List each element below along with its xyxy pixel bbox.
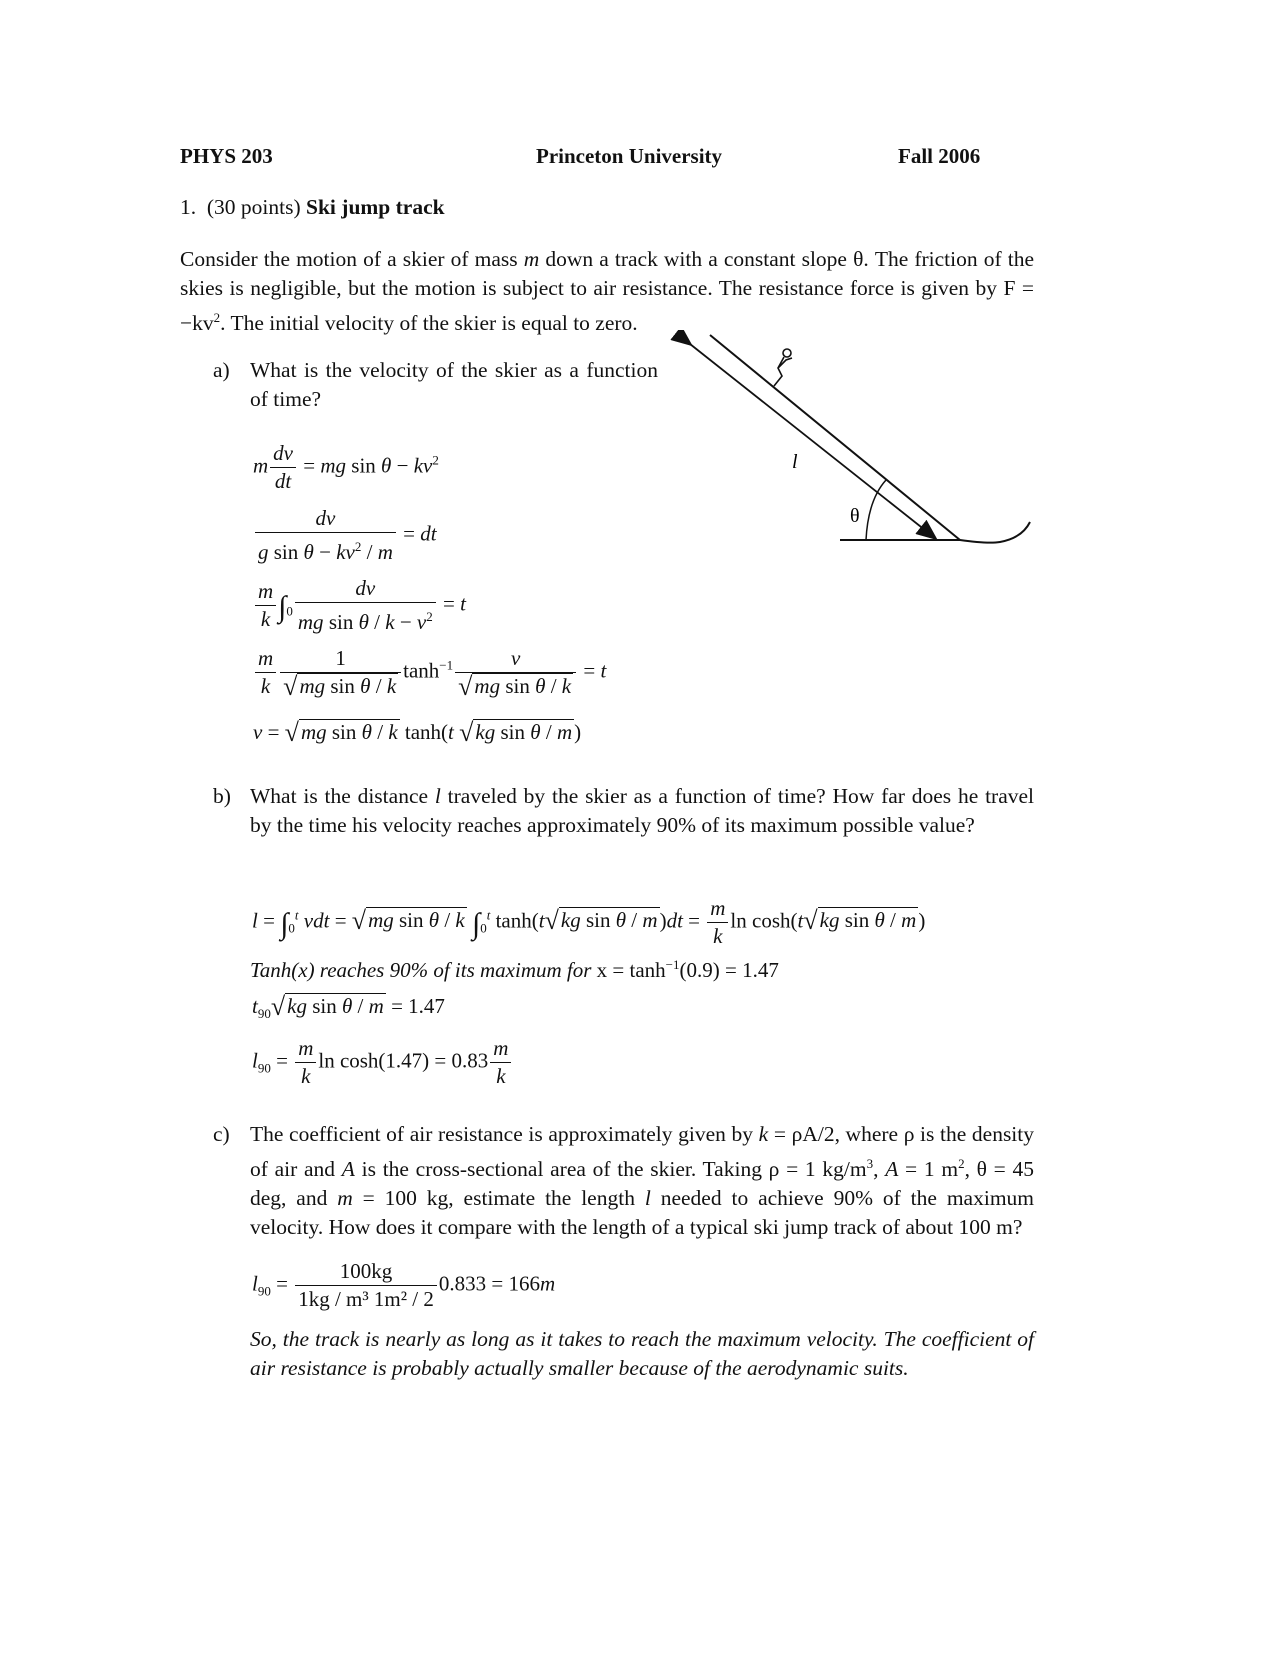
problem-points: (30 points) (206, 195, 301, 219)
part-b-text-2: traveled by the skier as a function of time? How far does he travel by the time his velocity reaches approximately 90% of its maximum possible value? (250, 784, 1035, 837)
equation-atanh: $\frac{m}{k}$ $\frac{1}{\text{√mg sin θ / k}}$ $\tanh^{-1}$ $\frac{v}{\text{√mg sin θ / k}}$ = t (253, 645, 606, 700)
problem-intro (180, 245, 1034, 338)
eq-denominator: 1kg / m³ 1m² / 2 (298, 1287, 434, 1311)
intro-text: Consider the motion of a skier of mass (180, 247, 518, 271)
problem-title: Ski jump track (306, 195, 445, 219)
equation-velocity: v = √mg sin θ / k tanh(t √kg sin θ / m) (253, 718, 582, 747)
length-arrow (690, 344, 935, 538)
intro-text-3: . The initial velocity of the skier is equal to zero. (220, 311, 638, 336)
length-label: l (792, 451, 798, 473)
eq-result: 0.833 = 166 (438, 1271, 540, 1296)
problem-heading (180, 195, 445, 220)
l90-value: ln cosh(1.47) = 0.83 (318, 1048, 489, 1073)
part-c-text-6: = 100 kg, estimate the length (362, 1186, 635, 1211)
equation-t90: $t_{90}√kg$ sin θ / m = 1.47 (252, 992, 445, 1022)
part-c-text-2: = ρA/2, where ρ is the density of air and (250, 1122, 1035, 1182)
tanh-note: Tanh(x) reaches 90% of its maximum for $x = \tanh^{-1}(0.9) = 1.47$ (250, 957, 779, 982)
university-name: Princeton University (536, 144, 723, 168)
skier-figure (774, 349, 792, 386)
x-equation: x = tanh (596, 958, 666, 982)
part-a-label: a) (213, 358, 230, 382)
equation-newton: m $\frac{dv}{dt}$ = mg $\sin \theta - kv^2$ (253, 441, 439, 493)
part-b-text: What is the distance (250, 784, 429, 808)
part-c-text-7: needed to achieve 90% of the maximum velocity. How does it compare with the length of a typical ski jump track of about 100 m? (250, 1186, 1035, 1240)
problem-number: 1. (180, 195, 197, 219)
landing-curve (960, 522, 1030, 543)
part-c-text-3: is the cross-sectional area of the skier. Taking ρ = 1 kg/m (361, 1157, 867, 1182)
part-c-label: c) (213, 1122, 230, 1146)
equation-separated: $\frac{dv}{g \sin \theta - kv^2 / m}$ = dt (253, 505, 437, 566)
part-b-label: b) (213, 784, 231, 808)
part-b-question (250, 782, 1034, 840)
eq-numerator: 100kg (295, 1258, 437, 1286)
equation-l90-numeric: $l_{90}$ = $\frac{100kg}{\text{1kg / m³ 1m² / 2}}$ 0.833 = 166m (252, 1259, 556, 1311)
intro-text-2: down a track with a constant slope θ. The friction of the skies is negligible, but the motion is subject to air resistance. The resistance force is given by F = −kv (180, 247, 1034, 336)
equation-l90: $l_{90}$ = $\frac{m}{k}$ ln cosh(1.47) = 0.83 $\frac{m}{k}$ (252, 1035, 513, 1090)
exponent: 2 (213, 310, 221, 325)
part-c-text-1: The coefficient of air resistance is approximately given by (250, 1122, 754, 1146)
ski-slope-diagram (670, 330, 1040, 550)
term: Fall 2006 (898, 144, 981, 168)
part-c-text-4: = 1 m (905, 1157, 959, 1182)
t90-value: = 1.47 (391, 994, 445, 1018)
angle-arc (866, 480, 886, 540)
tanh-note-text: Tanh(x) reaches 90% of its maximum for (250, 958, 592, 982)
part-c-question: The coefficient of air resistance is approximately given by k = ρA/2, where ρ is the density of air and A is the cross-sectional area of the skier. Taking ρ = 1 $kg/m^3$, A = 1 $m^2$, θ = 45 deg, and m = 100 kg, estimate the length l needed to achieve 90% of the maximum velocity. How does it compare with the length of a typical ski jump track of about 100 m? (250, 1122, 1035, 1240)
equation-integral: $\frac{m}{k}$ $\int_0$ $\frac{dv}{mg \sin \theta / k - v^2}$ = t (253, 575, 466, 636)
part-a-question: What is the velocity of the skier as a function of time? (250, 358, 658, 411)
conclusion: So, the track is nearly as long as it takes to reach the maximum velocity. The coefficient of air resistance is probably actually smaller because of the aerodynamic suits. (250, 1327, 1034, 1380)
slope-surface (710, 335, 960, 540)
distance-symbol: l (434, 784, 441, 808)
angle-label: θ (850, 505, 860, 527)
course-code: PHYS 203 (180, 144, 273, 168)
part-c-text-5: , θ = 45 deg, and (250, 1157, 1035, 1211)
mass-symbol: m (523, 247, 540, 271)
x-value: (0.9) = 1.47 (679, 958, 779, 982)
equation-distance: $l = \int_0^t$ vdt = √mg sin θ / k $\int_0^t$ tanh(t√kg sin θ / m)dt = $\frac{m}{k}$ ln cosh(t√kg sin θ / m) (252, 896, 926, 948)
